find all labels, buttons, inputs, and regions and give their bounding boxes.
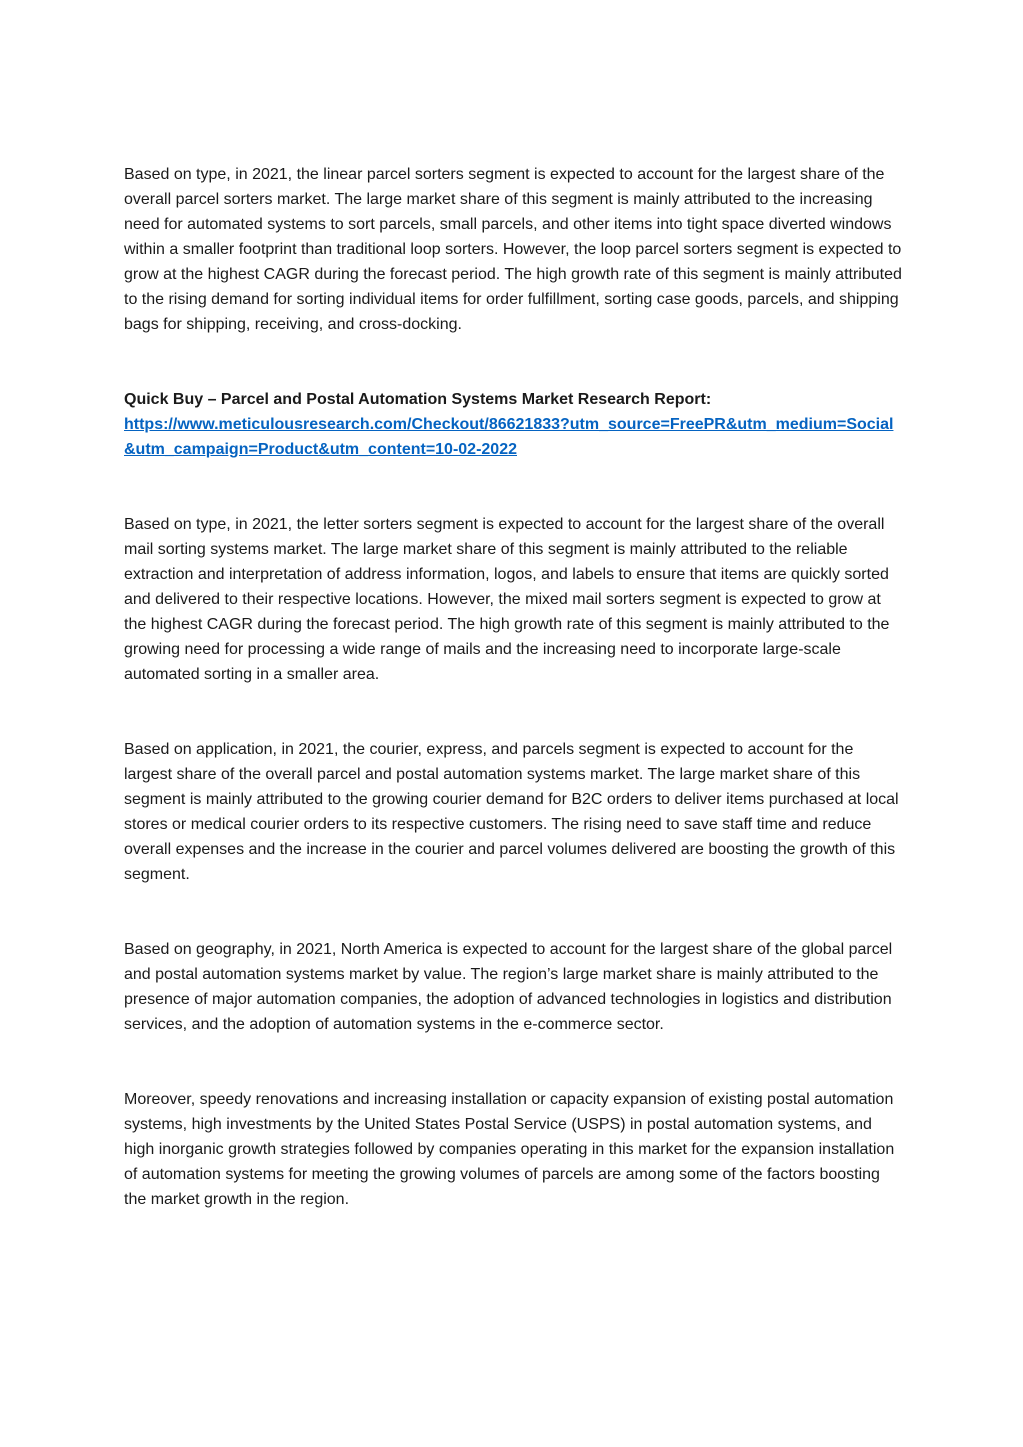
spacer <box>124 887 904 937</box>
document-page <box>124 162 904 1212</box>
spacer <box>124 687 904 737</box>
quick-buy-title: Quick Buy – Parcel and Postal Automation Systems Market Research Report: <box>124 391 712 408</box>
quick-buy-link[interactable]: https://www.meticulousresearch.com/Checkout/86621833?utm_source=FreePR&utm_medium=Social&utm_campaign=Product&utm_content=10-02-2022 <box>124 416 894 458</box>
quick-buy-block <box>124 387 904 462</box>
spacer <box>124 462 904 512</box>
spacer <box>124 337 904 387</box>
spacer <box>124 1037 904 1087</box>
paragraph-application: Based on application, in 2021, the courier, express, and parcels segment is expected to account for the largest share of the overall parcel and postal automation systems market. The large market share of this segment is mainly attributed to the growing courier demand for B2C orders to deliver items purchased at local stores or medical courier orders to its respective customers. The rising need to save staff time and reduce overall expenses and the increase in the courier and parcel volumes delivered are boosting the growth of this segment. <box>124 741 899 883</box>
paragraph-moreover: Moreover, speedy renovations and increasing installation or capacity expansion of existing postal automation systems, high investments by the United States Postal Service (USPS) in postal automation systems, and high inorganic growth strategies followed by companies operating in this market for the expansion installation of automation systems for meeting the growing volumes of parcels are among some of the factors boosting the market growth in the region. <box>124 1091 895 1208</box>
paragraph-letter-sorters: Based on type, in 2021, the letter sorters segment is expected to account for the largest share of the overall mail sorting systems market. The large market share of this segment is mainly attributed to the reliable extraction and interpretation of address information, logos, and labels to ensure that items are quickly sorted and delivered to their respective locations. However, the mixed mail sorters segment is expected to grow at the highest CAGR during the forecast period. The high growth rate of this segment is mainly attributed to the growing need for processing a wide range of mails and the increasing need to incorporate large-scale automated sorting in a smaller area. <box>124 516 890 683</box>
paragraph-geography: Based on geography, in 2021, North America is expected to account for the largest share of the global parcel and postal automation systems market by value. The region’s large market share is mainly attributed to the presence of major automation companies, the adoption of advanced technologies in logistics and distribution services, and the adoption of automation systems in the e-commerce sector. <box>124 941 893 1033</box>
paragraph-linear-parcel-sorters: Based on type, in 2021, the linear parcel sorters segment is expected to account for the largest share of the overall parcel sorters market. The large market share of this segment is mainly attributed to the increasing need for automated systems to sort parcels, small parcels, and other items into tight space diverted windows within a smaller footprint than traditional loop sorters. However, the loop parcel sorters segment is expected to grow at the highest CAGR during the forecast period. The high growth rate of this segment is mainly attributed to the rising demand for sorting individual items for order fulfillment, sorting case goods, parcels, and shipping bags for shipping, receiving, and cross-docking. <box>124 166 902 333</box>
